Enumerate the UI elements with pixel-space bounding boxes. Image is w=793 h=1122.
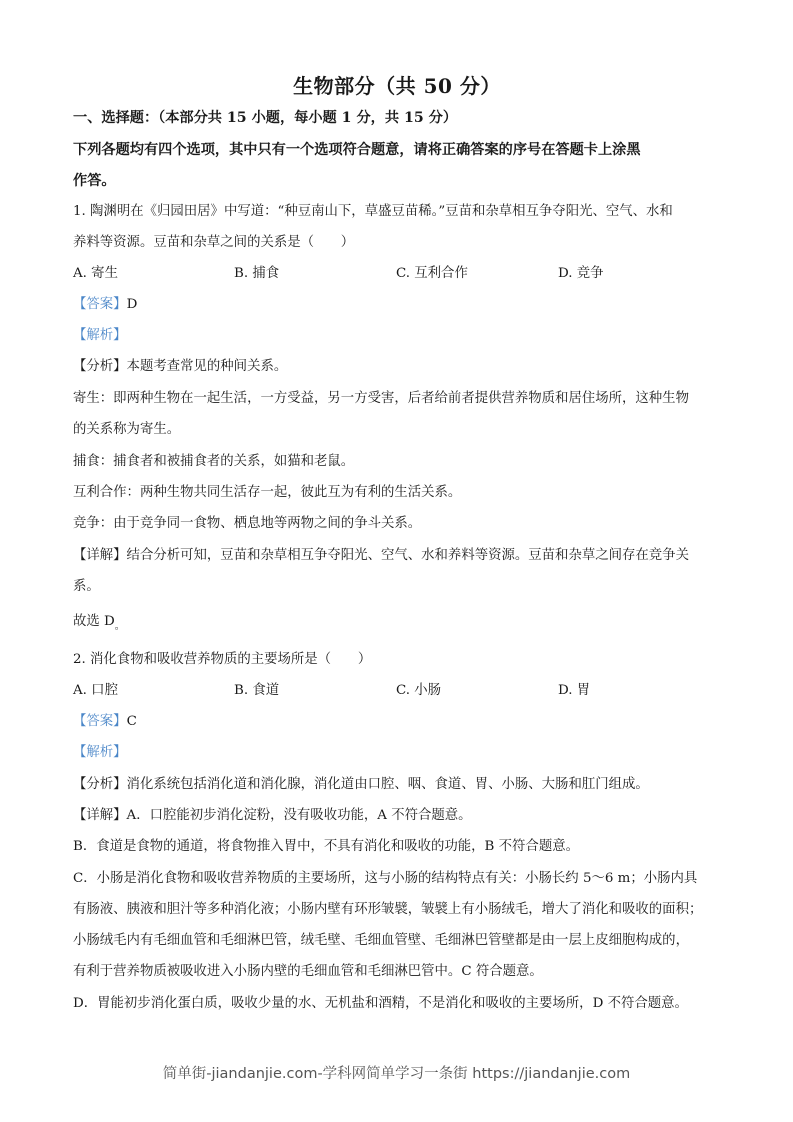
answer-label: 【答案】: [73, 297, 127, 312]
question-2-option-b: B. 食道: [234, 683, 280, 698]
section-instruction-line-1: 下列各题均有四个选项，其中只有一个选项符合题意，请将正确答案的序号在答题卡上涂黑: [73, 142, 641, 158]
question-1-fenxi: 【分析】本题考查常见的种间关系。: [73, 359, 288, 374]
answer-value: C: [126, 714, 137, 729]
question-2-fenxi: 【分析】消化系统包括消化道和消化腺，消化道由口腔、咽、食道、胃、小肠、大肠和肛门组成。: [73, 777, 649, 792]
question-1-option-a: A. 寄生: [73, 266, 118, 281]
question-1-analysis-label: 【解析】: [73, 328, 127, 343]
question-2-option-d: D. 胃: [558, 683, 591, 698]
question-2-explanation-line: B．食道是食物的通道，将食物推入胃中，不具有消化和吸收的功能，B 不符合题意。: [73, 839, 579, 854]
question-1-option-b: B. 捕食: [234, 266, 280, 281]
question-2-analysis-label: 【解析】: [73, 745, 127, 760]
conclusion-period: 。: [114, 621, 125, 632]
question-2-explanation-line: 有肠液、胰液和胆汁等多种消化液；小肠内壁有环形皱襞，皱襞上有小肠绒毛，增大了消化和吸收的面积；: [73, 902, 703, 917]
answer-label: 【答案】: [73, 714, 127, 729]
question-2-explanation-line: 有利于营养物质被吸收进入小肠内壁的毛细血管和毛细淋巴管中。C 符合题意。: [73, 964, 543, 979]
section-heading: 一、选择题：（本部分共 15 小题，每小题 1 分，共 15 分）: [73, 110, 458, 126]
question-1-answer: [73, 295, 733, 315]
question-1-explanation-line: 竞争：由于竞争同一食物、栖息地等两物之间的争斗关系。: [73, 516, 422, 531]
question-2-option-c: C. 小肠: [396, 683, 442, 698]
answer-value: D: [126, 297, 138, 312]
question-1-explanation-line: 寄生：即两种生物在一起生活，一方受益，另一方受害，后者给前者提供营养物质和居住场所，这种生物: [73, 391, 689, 406]
section-instruction-line-2: 作答。: [73, 173, 116, 189]
question-1-option-c: C. 互利合作: [396, 266, 468, 281]
question-2-explanation-line: D．胃能初步消化蛋白质，吸收少量的水、无机盐和酒精，不是消化和吸收的主要场所，D 不符合题意。: [73, 996, 688, 1011]
footer-watermark: 简单街-jiandanjie.com-学科网简单学习一条街 https://jiandanjie.com: [162, 1066, 631, 1082]
question-1-conclusion: [73, 612, 733, 637]
question-2-option-a: A. 口腔: [73, 683, 118, 698]
question-1-stem-line-2: 养料等资源。豆苗和杂草之间的关系是（ ）: [73, 235, 355, 250]
question-1-explanation-line: 互利合作：两种生物共同生活存一起，彼此互为有利的生活关系。: [73, 485, 462, 500]
conclusion-text: 故选 D: [73, 614, 115, 629]
question-1-explanation-line: 捕食：捕食者和被捕食者的关系，如猫和老鼠。: [73, 454, 355, 469]
question-1-explanation-line: 系。: [73, 579, 100, 594]
page-title: 生物部分（共 50 分）: [293, 74, 501, 98]
question-2-explanation-line: 【详解】A．口腔能初步消化淀粉，没有吸收功能，A 不符合题意。: [73, 808, 472, 823]
question-2-answer: [73, 712, 733, 732]
question-2-stem-line-1: 2. 消化食物和吸收营养物质的主要场所是（ ）: [73, 652, 372, 667]
question-1-option-d: D. 竞争: [558, 266, 604, 281]
question-1-explanation-line: 【详解】结合分析可知，豆苗和杂草相互争夺阳光、空气、水和养料等资源。豆苗和杂草之间存在竞争关: [73, 548, 689, 563]
question-2-explanation-line: C．小肠是消化食物和吸收营养物质的主要场所，这与小肠的结构特点有关：小肠长约 5～6 m；小肠内具: [73, 871, 698, 886]
question-1-explanation-line: 的关系称为寄生。: [73, 422, 181, 437]
question-1-stem-line-1: 1. 陶渊明在《归园田居》中写道：“种豆南山下，草盛豆苗稀。”豆苗和杂草相互争夺阳光、空气、水和: [73, 204, 673, 219]
question-2-explanation-line: 小肠绒毛内有毛细血管和毛细淋巴管，绒毛壁、毛细血管壁、毛细淋巴管壁都是由一层上皮细胞构成的，: [73, 933, 689, 948]
